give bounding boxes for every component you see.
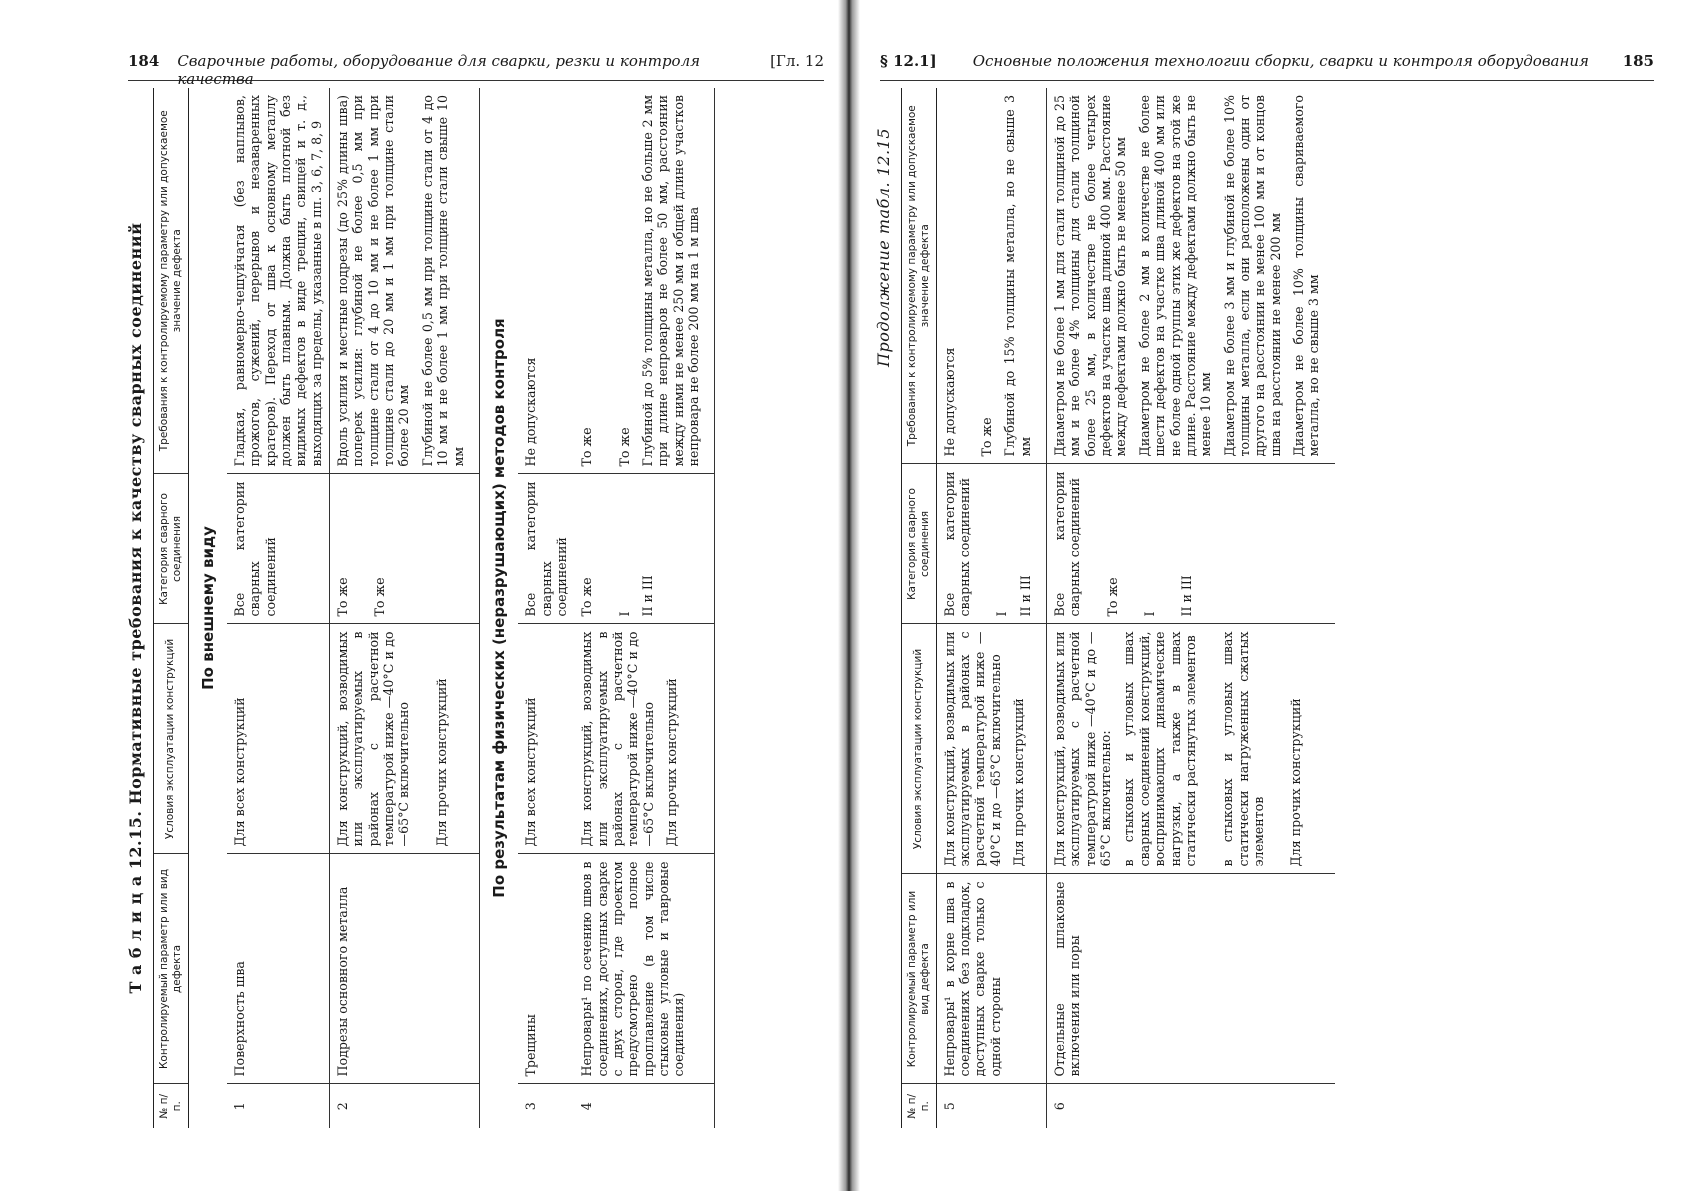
row-requirement-cell [330,88,480,474]
row-condition: Для конструкций, возводимых или эксплуатируемых в районах с расчетной температурой ниже —40°С и до —65°С включительно [941,631,1003,867]
book-gutter [838,0,860,1191]
row-requirement-cell [936,88,1046,464]
row-condition: Для всех конструкций [518,624,574,854]
column-header: № п/п. [154,1084,189,1128]
row-condition-cell [574,624,715,854]
row-requirement: Диаметром не более 3 мм и глубиной не более 10% толщины металла, если они расположены один от другого на расстоянии не менее 100 мм и от концов шва на расстоянии не менее 200 мм [1221,95,1283,457]
table-title: Т а б л и ц а 12.15. Нормативные требования к качеству сварных соединений [126,222,145,994]
section-heading: По внешнему виду [198,526,217,690]
row-requirement: Глубиной до 5% толщины металла, но не больше 2 мм при длине непроваров не более 50 мм, расстоянии между ними не менее 250 мм и общей длине участков непровара не более 200 мм на 1 м шва [640,95,702,467]
chapter-marker: [Гл. 12 [770,52,824,70]
row-number: 3 [523,1102,539,1111]
row-requirement: То же [579,427,595,467]
row-category: Все категории сварных соединений [1052,471,1083,617]
row-parameter: Трещины [518,854,574,1084]
row-requirement: Глубиной не более 0,5 мм при толщине стали от 4 до 10 мм и не более 1 мм при толщине стали свыше 10 мм [419,95,466,467]
column-header: Требования к контролируемому параметру или допускаемое значение дефекта [154,88,189,474]
table-row [227,88,330,1128]
row-condition: Для всех конструкций [227,624,330,854]
row-requirement: Не допускаются [941,347,957,457]
right-page [858,0,1684,1191]
row-condition: Для конструкций, возводимых или эксплуатируемых в районах с расчетной температурой ниже —40°С и до —65°С включительно [579,631,656,847]
table-row [1047,88,1335,1128]
row-category: Все категории сварных соединений [941,471,972,617]
row-requirement-cell [1047,88,1335,464]
row-condition-cell [936,624,1046,874]
row-condition-cell [330,624,480,854]
page-number: 184 [128,52,160,70]
row-category: То же [579,577,595,617]
table-row [574,88,715,1128]
requirements-table [153,88,715,1128]
table-row [936,88,1046,1128]
row-category: I [1142,611,1158,617]
row-condition: в стыковых и угловых швах сварных соединений конструкций, воспринимающих динамические нагрузки, а также в швах статически растянутых элементов [1121,631,1198,867]
running-title: Сварочные работы, оборудование для сварки, резки и контроля качества [177,52,701,88]
table-frame [120,88,840,1128]
row-requirement: То же [616,427,632,467]
row-category: Все категории сварных соединений [227,474,330,624]
row-requirement: Глубиной до 15% толщины металла, но не свыше 3 мм [1002,95,1033,457]
table-row [330,88,480,1128]
row-category-cell [936,464,1046,624]
row-parameter: Поверхность шва [227,854,330,1084]
row-number: 6 [1052,1102,1068,1111]
running-title: Основные положения технологии сборки, сварки и контроля оборудования [972,52,1589,70]
row-number: 2 [330,1084,480,1128]
row-category: II и III [1179,575,1195,617]
left-running-header [128,52,824,88]
row-requirement: Диаметром не более 10% толщины свариваемого металла, но не свыше 3 мм [1291,95,1322,457]
row-category: Все категории сварных соединений [518,474,574,624]
section-heading: По результатам физических (неразрушающих) методов контроля [489,318,508,898]
row-requirement-cell [574,88,715,474]
row-condition: Для прочих конструкций [433,678,449,847]
row-category: I [994,611,1010,617]
row-category: То же [372,577,388,617]
column-header: Категория сварного соединения [154,474,189,624]
table-row [518,88,574,1128]
column-header: Требования к контролируемому параметру или допускаемое значение дефекта [902,88,937,464]
row-condition: Для конструкций, возводимых или эксплуатируемых с расчетной температурой ниже —40°С и до —65°С включительно: [1052,631,1114,867]
row-parameter: Непровары¹ по сечению швов в соединениях, доступных сварке с двух сторон, где проектом предусмотрено полное проплавление (в том числе стыковые угловые и тавровые соединения) [574,854,715,1084]
table-header-row [154,88,189,1128]
row-condition: Для прочих конструкций [664,678,680,847]
row-number: 4 [574,1084,715,1128]
right-running-header [880,52,1654,81]
row-requirement: Гладкая, равномерно-чешуйчатая (без наплывов, прожогов, сужений, перерывов и незаваренных кратеров). Переход от шва к основному металлу должен быть плавным. Должна быть плотной без видимых дефектов в виде трещин, свищей и т. д., выходящих за пределы, указанные в пп. 3, 6, 7, 8, 9 [227,88,330,474]
rotated-table-block [120,88,840,1128]
row-requirement: Диаметром не более 2 мм в количестве не более шести дефектов на участке шва длиной 400 мм или не более одной группы этих же дефектов на этой же длине. Расстояние между дефектами должно быть не менее 10 мм [1136,95,1214,457]
section-heading-row [479,88,518,1128]
row-requirement: Не допускаются [518,88,574,474]
row-parameter: Отдельные шлаковые включения или поры [1047,874,1335,1084]
column-header: Условия эксплуатации конструкций [154,624,189,854]
column-header: Условия эксплуатации конструкций [902,624,937,874]
row-requirement: Диаметром не более 1 мм для стали толщиной до 25 мм и не более 4% толщины для стали толщиной более 25 мм, в количестве не более четырех дефектов на участке шва длиной 400 мм. Расстояние между дефектами должно быть не менее 50 мм [1052,95,1129,457]
page-number: 185 [1622,52,1654,70]
row-condition: Для конструкций, возводимых или эксплуатируемых в районах с расчетной температурой ниже —40°С и до —65°С включительно [335,631,412,847]
row-category: II и III [1017,575,1033,617]
row-number: 1 [227,1084,330,1128]
requirements-table-continued [901,88,1335,1128]
table-continuation-title: Продолжение табл. 12.15 [874,128,893,367]
row-category: I [616,611,632,617]
section-heading-row [188,88,227,1128]
row-condition: в стыковых и угловых швах статически нагруженных сжатых элементов [1220,631,1266,867]
row-condition: Для прочих конструкций [1011,698,1027,867]
row-parameter: Непровары¹ в корне шва в соединениях без подкладок, доступных сварке только с одной стороны [936,874,1046,1084]
column-header: Контролируемый параметр или вид дефекта [902,874,937,1084]
row-category: То же [335,577,351,617]
row-parameter: Подрезы основного металла [330,854,480,1084]
row-category: То же [1104,577,1120,617]
column-header: Контролируемый параметр или вид дефекта [154,854,189,1084]
column-header: Категория сварного соединения [902,464,937,624]
row-condition: Для прочих конструкций [1288,698,1304,867]
row-category-cell [574,474,715,624]
row-number: 5 [936,1084,1046,1128]
row-category-cell [1047,464,1335,624]
table-header-row [902,88,937,1128]
row-category-cell [330,474,480,624]
table-frame [868,88,1668,1128]
row-category: II и III [640,575,656,617]
row-requirement: То же [978,417,994,457]
column-header: № п/п. [902,1084,937,1128]
section-marker: § 12.1] [880,52,937,70]
rotated-table-block [868,88,1668,1128]
row-requirement: Вдоль усилия и местные подрезы (до 25% длины шва) поперек усилия: глубиной не более 0,5 мм при толщине стали от 4 до 10 мм и не более 1 мм при толщине стали до 20 мм и 1 мм при толщине стали более 20 мм [335,95,412,467]
row-condition-cell [1047,624,1335,874]
